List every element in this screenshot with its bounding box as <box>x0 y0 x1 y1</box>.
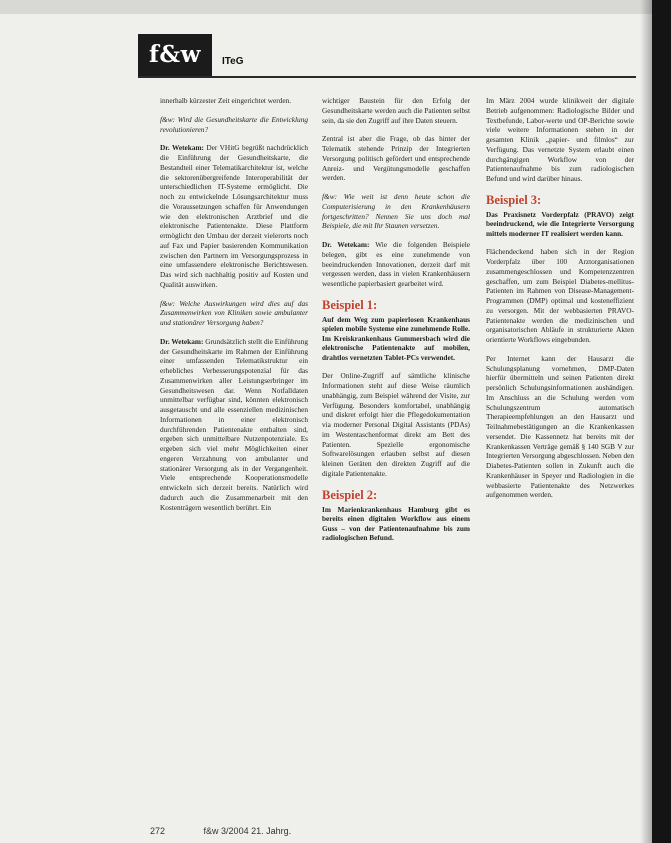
col2-paragraph: Zentral ist aber die Frage, ob das hinter der Telematik stehende Prinzip der Integrierten Versorgung politisch gefördert und entsprechende Anreiz- und Vergütungsmodelle geschaffen werden. <box>322 134 470 183</box>
speaker-name: Dr. Wetekam: <box>322 240 370 249</box>
interview-question: f&w: Wird die Gesundheitskarte die Entwicklung revolutionieren? <box>160 114 308 134</box>
speaker-name: Dr. Wetekam: <box>160 336 204 346</box>
fw-logo: f&w <box>138 34 212 76</box>
example-heading-2: Beispiel 2: <box>322 487 378 502</box>
page-footer <box>150 826 327 836</box>
interview-question: f&w: Welche Auswirkungen wird dies auf das Zusammenwirken von Kliniken sowie ambulanter und stationärer Versorgung haben? <box>160 298 308 327</box>
example-heading-1: Beispiel 1: <box>322 297 378 312</box>
column-1 <box>160 96 308 521</box>
header-rule <box>138 76 636 78</box>
interview-answer <box>160 337 308 513</box>
answer-text: Grundsätzlich stellt die Einführung der Gesundheitskarte im Rahmen der Einführung einer umfassenden Telematikstruktur ein erhebliches Verbesserungspotenzial für das Zusammenwirken aller Leistungserbringer im Gesundheitswesen dar. Wenn Notfalldaten unmittelbar verfügbar sind, könnten elektronisch ausgetauscht und alle essenziellen medizinischen Informationen in einer elektronisch durchführenden Patientenakte enthalten sind, ergeben sich unmittelbare Nutzenpotenziale. Es ergeben sich viel mehr Möglichkeiten einer engeren Verzahnung von ambulanter und stationärer Versorgung als in der Vergangenheit. Viele entsprechende Kooperationsmodelle entwickeln sich derzeit bereits. Natürlich wird dadurch auch die Zusammenarbeit mit den Kostenträgern wesentlich berührt. Ein <box>160 336 308 512</box>
interview-answer <box>160 143 308 289</box>
answer-text: Der VHitG begrüßt nachdrücklich die Einführung der Gesundheitskarte, die Bestandteil einer Telematikarchitektur ist, welche die sektorenübergreifende Interoperabilität der unterschiedlichen IT-Systeme ermöglicht. Die noch zu entwickelnde Lösungsarchitektur muss die Voraussetzungen schaffen für Anwendungen wie den elektronischen Arztbrief und die elektronische Patientenakte. Diese Plattform ermöglicht den Umbau der derzeit vielerorts noch auf Fax und Papier basierenden Kommunikation zwischen den Partnern im Versorgungsprozess in eine umfassendere elektronische Berichtswesen. Das wird sich nachhaltig positiv auf Kosten und Qualität auswirken. <box>160 143 308 289</box>
col1-paragraph: innerhalb kürzester Zeit eingerichtet werden. <box>160 96 292 105</box>
column-2 <box>322 96 470 552</box>
section-label: ITeG <box>222 56 244 67</box>
page-number: 272 <box>150 826 166 836</box>
binding-shadow <box>640 0 652 843</box>
scan-edge <box>652 0 671 843</box>
interview-question: f&w: Wie weit ist denn heute schon die Computerisierung in den Krankenhäusern fortgeschritten? Nennen Sie uns doch mal Beispiele, die mit Ihr Staunen versetzen. <box>322 192 470 231</box>
example-heading-3: Beispiel 3: <box>486 192 542 207</box>
col3-paragraph: Flächendeckend haben sich in der Region Vorderpfalz über 100 Arztorganisationen zusammengeschlossen und Kompetenzzentren geschaffen, um zum Beispiel Diabetes-mellitus-Patienten im Rahmen von Disease-Management-Programmen (DMP) optimal und kosteneffizient zu versorgen. Mit der webbasierten PRAVO-Patientenakte werden die medizinischen und organisatorischen Abläufe in strukturierte Akten orientierte Workflows eingebunden. <box>486 247 634 344</box>
col3-paragraph: Per Internet kann der Hausarzt die Schulungsplanung vornehmen, DMP-Daten hierfür übermitteln und seinen Patienten direkt persönlich Schulungsinformationen aushändigen. Im Anschluss an die Schulung werden vom Schulungszentrum automatisch Therapieempfehlungen an den Hausarzt und Teilnahmebestätigungen an die Krankenkassen versendet. Die Kassennetz hat bereits mit der Krankenkassen Verträge gemäß § 140 SGB V zur Integrierten Versorgung abgeschlossen. Neben den Diabetes-Patienten sollen in Zukunft auch die Krankenhäuser in Speyer und Radiologien in die webbasierte Patientenakte des Netzwerkes aufgenommen werden. <box>486 353 634 500</box>
scan-top-strip <box>0 0 671 14</box>
answer-text: Wie die folgenden Beispiele belegen, gibt es eine zunehmende von beeindruckenden Innovationen, derzeit darf mit vergessen werden, dass in vielen Krankenhäusern wesentliche papierbasiert gearbeitet wird. <box>322 240 470 288</box>
col3-paragraph: Im März 2004 wurde klinikweit der digitale Betrieb aufgenommen: Radiologische Bilder und Textbefunde, Labor-werte und OP-Berichte sowie viele weitere Informationen stehen in der gesamten Klinik „papier- und filmlos“ zur Verfügung. Das vernetzte System erlaubt einen durchgängigen Workflow von der Patientenaufnahme bis zum radiologischen Befund und wird darüber hinaus. <box>486 96 634 183</box>
speaker-name: Dr. Wetekam: <box>160 143 204 153</box>
example-intro-3: Das Praxisnetz Vorderpfalz (PRAVO) zeigt beeindruckend, wie die Integrierte Versorgung mittels moderner IT realisiert werden kann. <box>486 209 634 238</box>
interview-answer <box>322 240 470 289</box>
example-text-1: Der Online-Zugriff auf sämtliche klinische Informationen steht auf diese Weise räumlich unabhängig, zum Beispiel während der Visite, zur Verfügung. Besonders komfortabel, unabhängig und diskret erfolgt hier die Pflegedokumentation via moderner Personal Digital Assistants (PDAs) im Westentaschenformat direkt am Bett des Patienten. Spezielle ergonomische Softwarelösungen erlauben selbst auf diesen kleinen Geräten den direkten Zugriff auf die digitale Patientenakte. <box>322 371 470 478</box>
example-intro-1: Auf dem Weg zum papierlosen Krankenhaus spielen mobile Systeme eine zunehmende Rolle. Im Kreiskrankenhaus Gummersbach wird die elektronische Patientenakte auf mobilen, drahtlos vernetzten Tablet-PCs verwendet. <box>322 314 470 362</box>
col2-paragraph: wichtiger Baustein für den Erfolg der Gesundheitskarte werden auch die Patienten selbst sein, da sie den Zugriff auf ihre Daten steuern. <box>322 96 470 125</box>
issue-info: f&w 3/2004 21. Jahrg. <box>203 826 292 836</box>
column-3 <box>486 96 634 509</box>
example-intro-2: Im Marienkrankenhaus Hamburg gibt es bereits einen digitalen Workflow aus einem Guss – von der Patientenaufnahme bis zum radiologischen Befund. <box>322 504 470 542</box>
